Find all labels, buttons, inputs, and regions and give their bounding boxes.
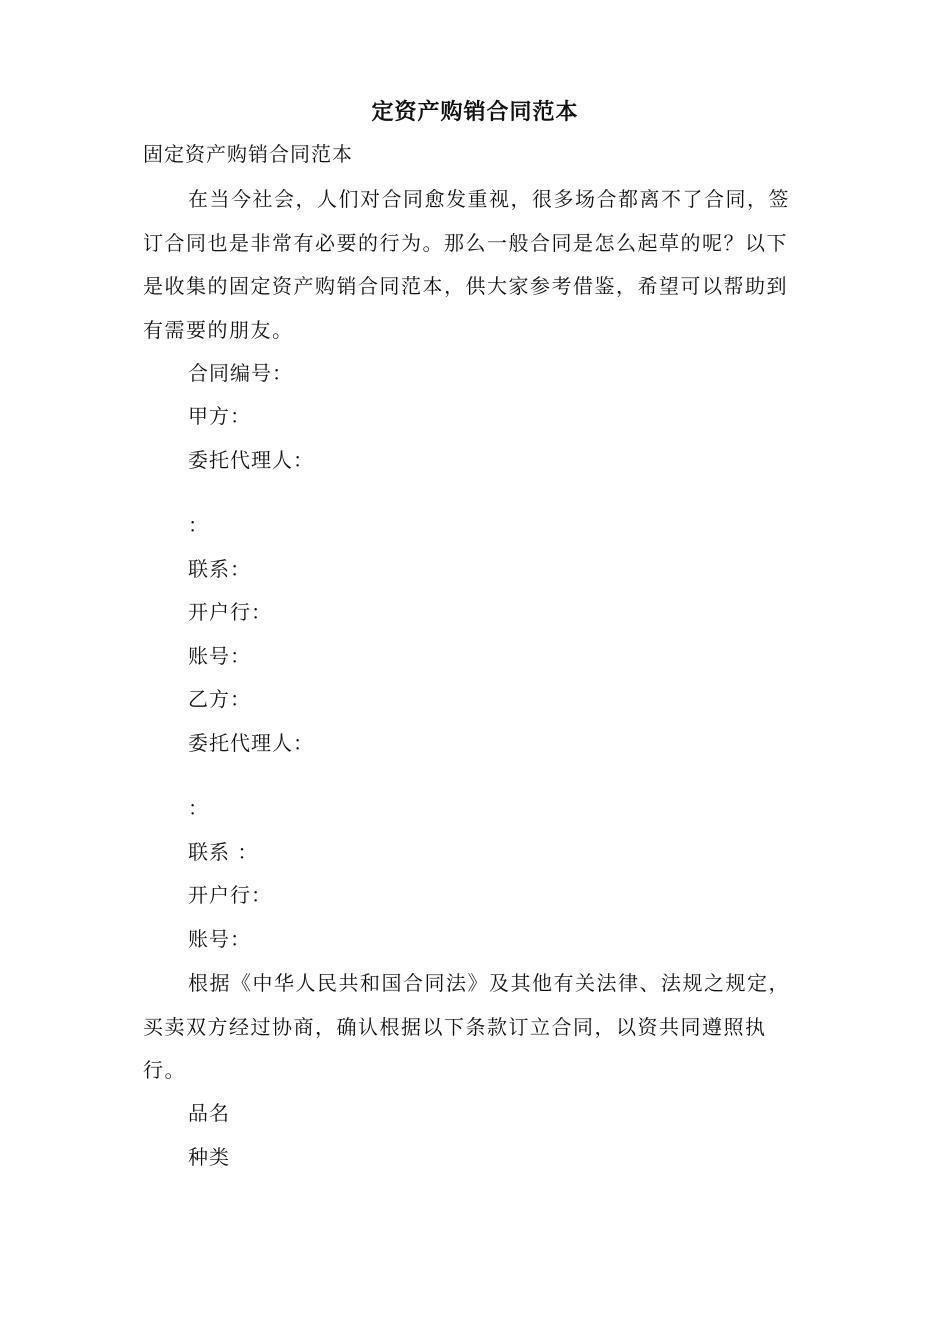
intro-paragraph: 在当今社会，人们对合同愈发重视，很多场合都离不了合同，签订合同也是非常有必要的行为。那么一般合同是怎么起草的呢？以下是收集的固定资产购销合同范本，供大家参考借鉴，希望可以帮助到有需要的朋友。	[143, 187, 790, 342]
bank-b-label: 开户行：	[188, 883, 272, 907]
contact-a-label: 联系：	[188, 557, 251, 581]
basis-paragraph: 根据《中华人民共和国合同法》及其他有关法律、法规之规定，买卖双方经过协商，确认根据以下条款订立合同，以资共同遵照执行。	[143, 971, 790, 1082]
contract-number-label: 合同编号：	[188, 361, 293, 385]
document-name: 固定资产购销合同范本	[143, 142, 353, 166]
bank-a-label: 开户行：	[188, 600, 272, 624]
colon-a-label: ：	[188, 513, 209, 537]
contact-b-label: 联系 ：	[188, 840, 259, 864]
agent-a-label: 委托代理人：	[188, 448, 314, 472]
document-title: 定资产购销合同范本	[371, 99, 579, 125]
account-b-label: 账号：	[188, 927, 251, 951]
category-label: 种类	[188, 1145, 230, 1169]
product-name-label: 品名	[188, 1101, 230, 1125]
agent-b-label: 委托代理人：	[188, 731, 314, 755]
account-a-label: 账号：	[188, 644, 251, 668]
party-a-label: 甲方：	[188, 404, 251, 428]
party-b-label: 乙方：	[188, 687, 251, 711]
colon-b-label: ：	[188, 796, 209, 820]
